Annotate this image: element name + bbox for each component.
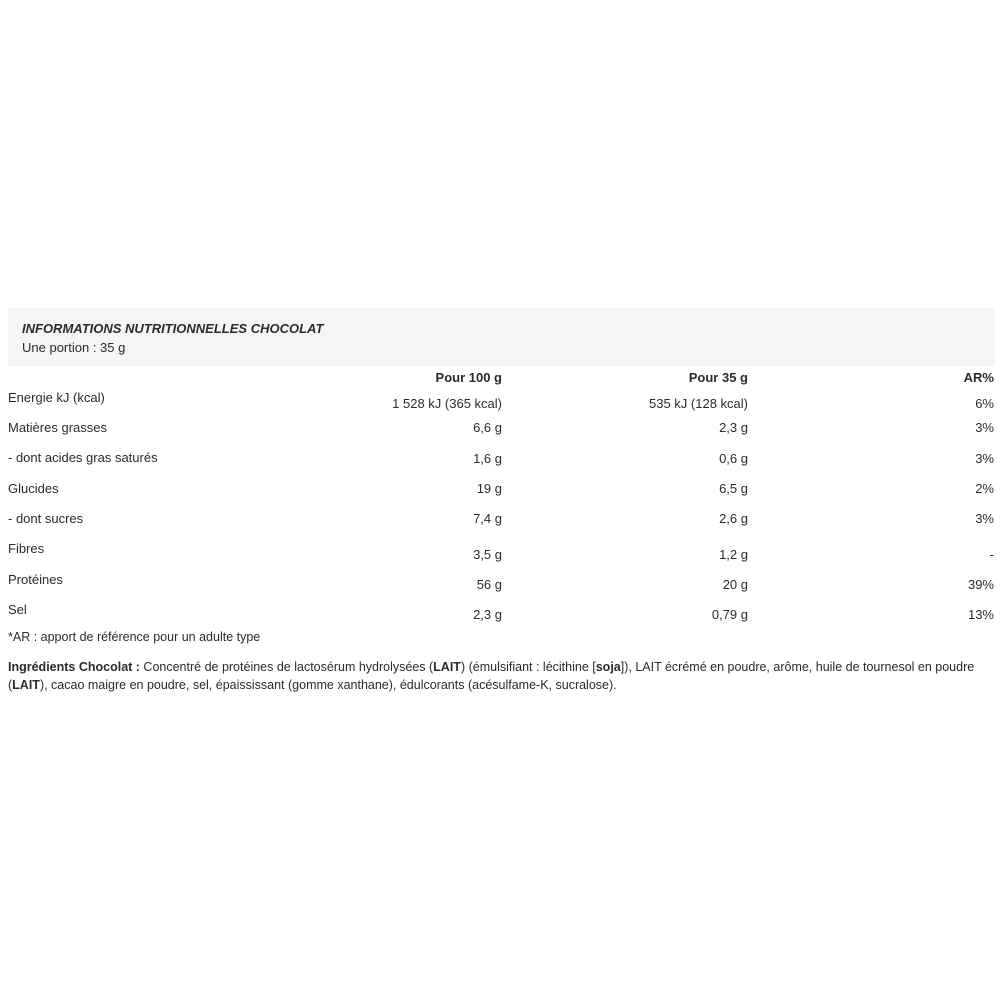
row-ar: 3%: [975, 511, 994, 526]
table-row-sucres: [8, 511, 995, 541]
ingredients-text: Concentré de protéines de lactosérum hydrolysées (: [139, 660, 434, 674]
column-header-per35: Pour 35 g: [688, 370, 748, 385]
nutrition-title: INFORMATIONS NUTRITIONNELLES CHOCOLAT: [22, 321, 324, 336]
row-per100: 3,5 g: [473, 547, 502, 562]
column-header-per100: Pour 100 g: [435, 370, 502, 385]
ingredients-text: ]), LAIT écrémé en poudre, arôme, huile de tournesol en poudre (: [8, 660, 975, 692]
row-label: Sel: [8, 602, 27, 617]
row-label: Glucides: [8, 481, 59, 496]
row-per35: 0,79 g: [711, 607, 748, 622]
table-row-sel: [8, 602, 995, 632]
table-row-proteines: [8, 572, 995, 602]
row-label: Protéines: [8, 572, 63, 587]
allergen-soja: soja: [595, 660, 621, 674]
row-label: Energie kJ (kcal): [8, 390, 105, 405]
row-label: - dont sucres: [8, 511, 84, 526]
row-per35: 2,3 g: [719, 420, 748, 435]
row-label: Matières grasses: [8, 420, 107, 435]
row-per35: 1,2 g: [719, 547, 748, 562]
row-per100: 2,3 g: [473, 607, 502, 622]
row-per100: 19 g: [476, 481, 502, 496]
row-per35: 535 kJ (128 kcal): [649, 396, 748, 411]
allergen-lait: LAIT: [12, 678, 40, 692]
row-per35: 2,6 g: [719, 511, 748, 526]
ar-footnote: *AR : apport de référence pour un adulte type: [8, 630, 261, 644]
row-per35: 6,5 g: [719, 481, 748, 496]
allergen-lait: LAIT: [433, 660, 461, 674]
row-ar: 3%: [975, 420, 994, 435]
row-per100: 6,6 g: [473, 420, 502, 435]
table-row-fibres: [8, 541, 995, 571]
table-row-matieres-grasses: [8, 420, 995, 450]
row-per35: 0,6 g: [719, 451, 748, 466]
row-ar: 39%: [967, 577, 994, 592]
row-ar: 13%: [967, 607, 994, 622]
row-per100: 1,6 g: [473, 451, 502, 466]
row-per100: 1 528 kJ (365 kcal): [392, 396, 502, 411]
portion-size: Une portion : 35 g: [22, 340, 126, 355]
row-per100: 7,4 g: [473, 511, 502, 526]
row-per100: 56 g: [476, 577, 502, 592]
ingredients-paragraph: [8, 658, 983, 694]
row-per35: 20 g: [722, 577, 748, 592]
row-ar: 2%: [975, 481, 994, 496]
row-label: Fibres: [8, 541, 45, 556]
column-header-ar: AR%: [963, 370, 994, 385]
table-row-glucides: [8, 481, 995, 511]
ingredients-text: ) (émulsifiant : lécithine [: [460, 660, 596, 674]
row-ar: 6%: [975, 396, 994, 411]
row-ar: -: [989, 547, 994, 562]
table-row-energie: [8, 390, 995, 420]
row-label: - dont acides gras saturés: [8, 450, 158, 465]
table-row-acides-gras-satures: [8, 450, 995, 480]
row-ar: 3%: [975, 451, 994, 466]
ingredients-heading: Ingrédients Chocolat :: [8, 660, 140, 674]
nutrition-header: [8, 308, 995, 366]
ingredients-text: ), cacao maigre en poudre, sel, épaississant (gomme xanthane), édulcorants (acésulfame-K, sucralose).: [39, 678, 617, 692]
